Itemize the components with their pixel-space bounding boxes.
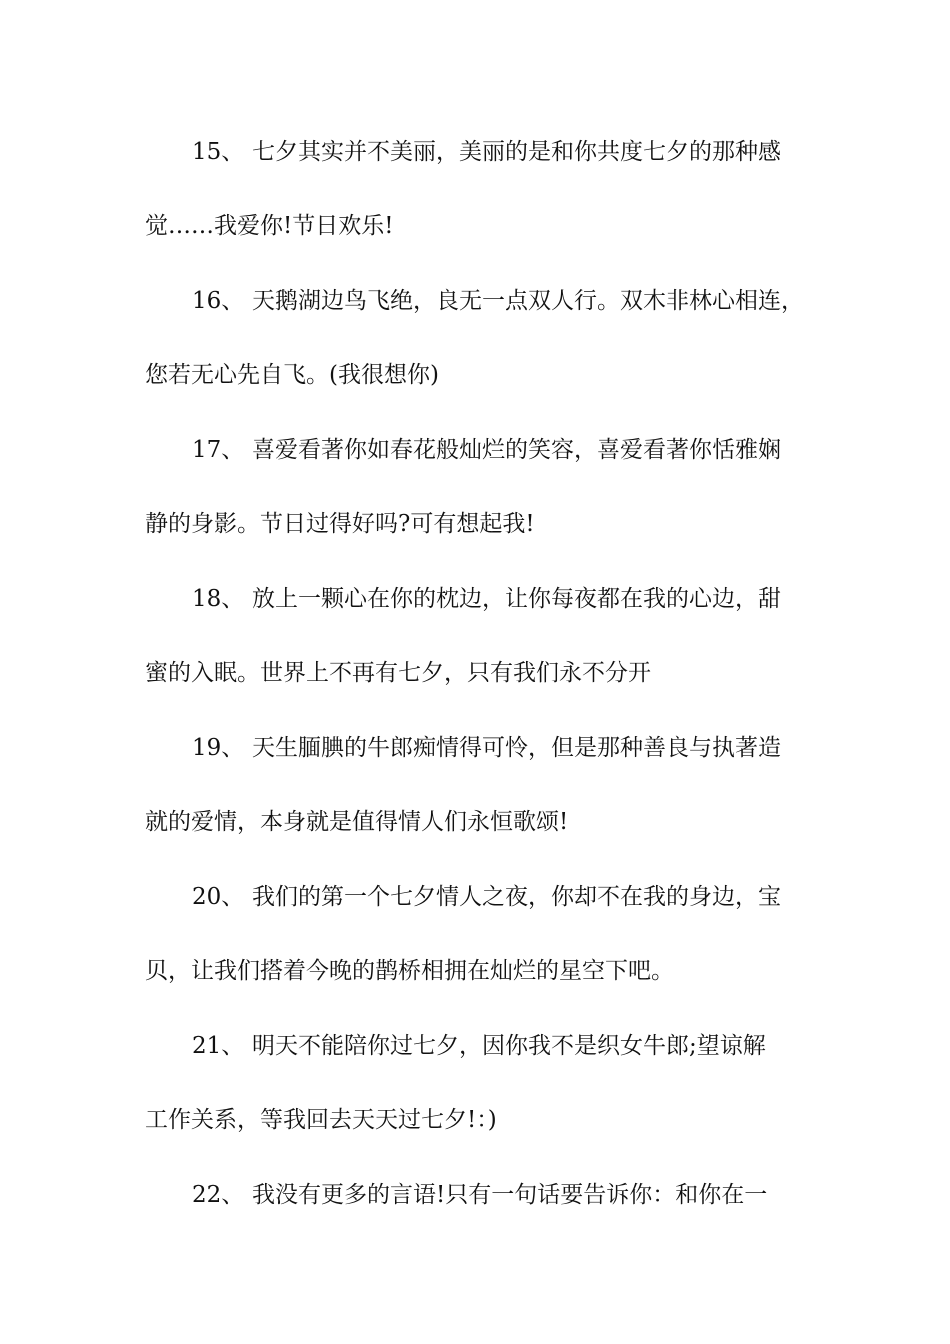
item-15-line-1 [0,137,950,167]
item-18-line-1 [0,584,950,614]
item-number: 17、 [192,437,245,463]
item-17-line-2: 静的身影。节日过得好吗?可有想起我! [145,511,535,537]
item-20-line-2: 贝，让我们搭着今晚的鹊桥相拥在灿烂的星空下吧。 [145,958,674,984]
item-number: 15、 [192,139,245,165]
item-15-line-2: 觉……我爱你!节日欢乐! [145,213,394,239]
item-22-line-1 [0,1180,950,1210]
item-19-line-1 [0,733,950,763]
item-21-line-1 [0,1031,950,1061]
item-text: 喜爱看著你如春花般灿烂的笑容，喜爱看著你恬雅娴 [252,437,781,463]
item-text: 明天不能陪你过七夕，因你我不是织女牛郎;望谅解 [252,1033,766,1059]
item-text: 七夕其实并不美丽，美丽的是和你共度七夕的那种感 [252,139,781,165]
item-17-line-1 [0,435,950,465]
item-number: 21、 [192,1033,245,1059]
item-16-line-1 [0,286,950,316]
item-16-line-2: 您若无心先自飞。(我很想你) [145,362,439,388]
item-text: 我没有更多的言语!只有一句话要告诉你：和你在一 [252,1182,768,1208]
item-18-line-2: 蜜的入眠。世界上不再有七夕，只有我们永不分开 [145,660,651,686]
item-number: 22、 [192,1182,245,1208]
item-number: 19、 [192,735,245,761]
item-20-line-1 [0,882,950,912]
item-text: 天鹅湖边鸟飞绝，良无一点双人行。双木非林心相连， [252,288,804,314]
item-21-line-2: 工作关系，等我回去天天过七夕!：) [145,1107,497,1133]
item-text: 放上一颗心在你的枕边，让你每夜都在我的心边，甜 [252,586,781,612]
item-19-line-2: 就的爱情，本身就是值得情人们永恒歌颂! [145,809,569,835]
item-text: 我们的第一个七夕情人之夜，你却不在我的身边，宝 [252,884,781,910]
item-number: 20、 [192,884,245,910]
item-number: 16、 [192,288,245,314]
item-number: 18、 [192,586,245,612]
item-text: 天生腼腆的牛郎痴情得可怜，但是那种善良与执著造 [252,735,781,761]
